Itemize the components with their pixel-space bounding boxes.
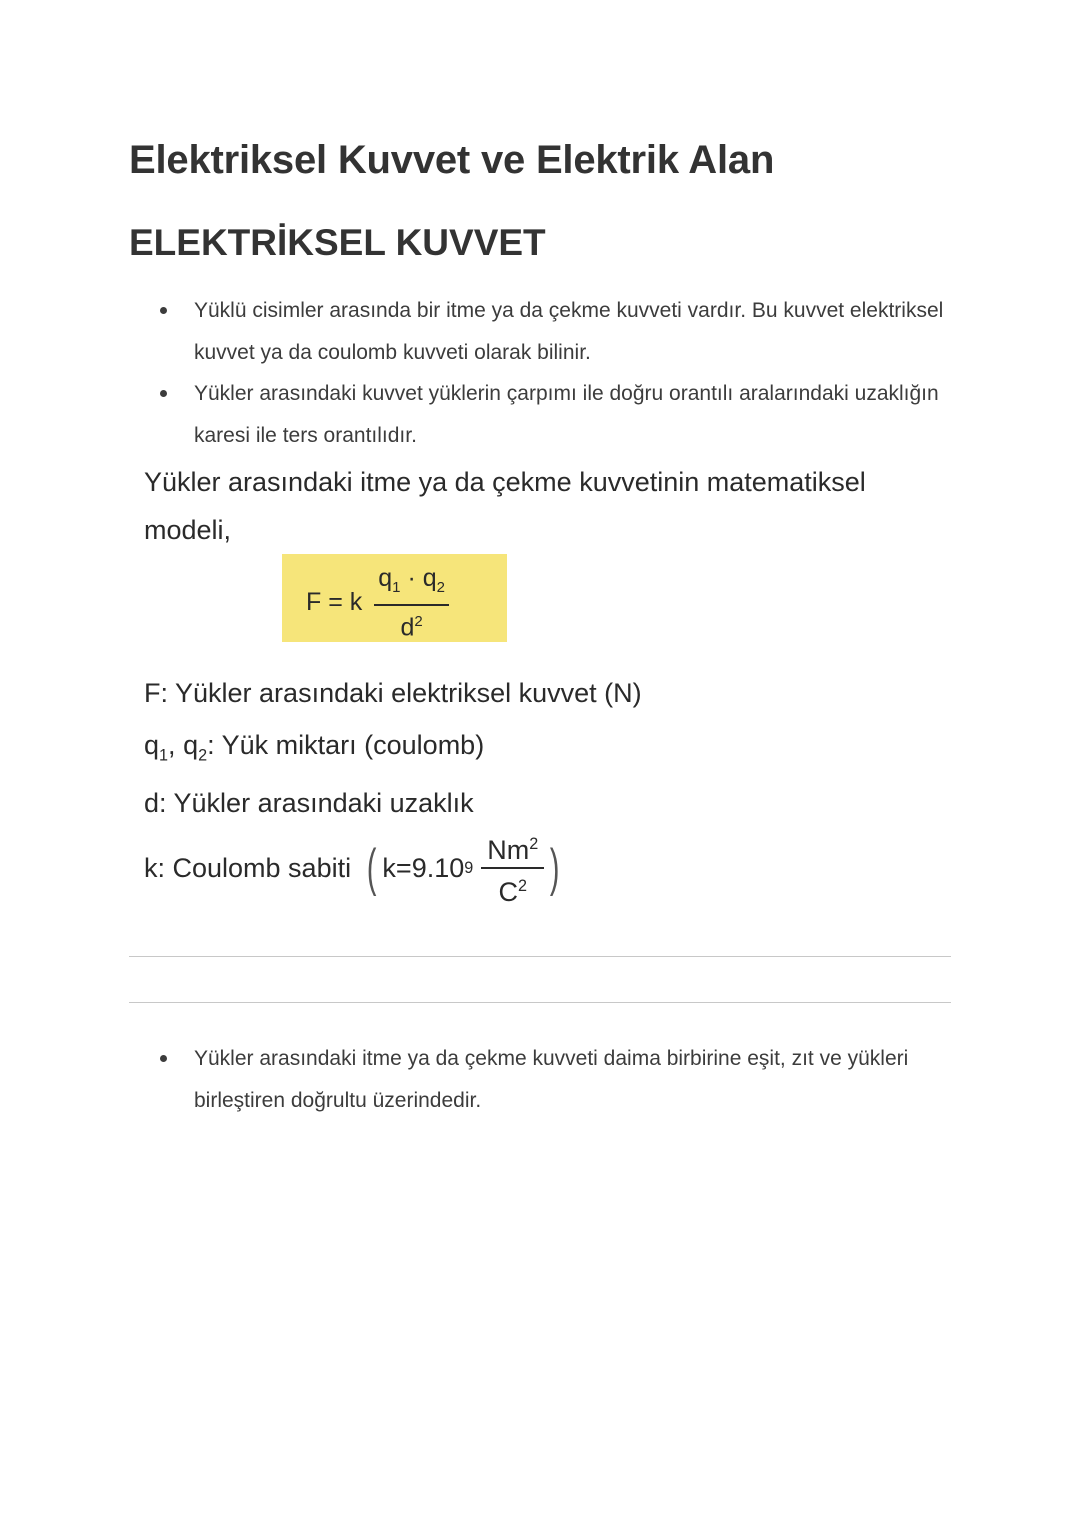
definition-f: F: Yükler arasındaki elektriksel kuvvet (N)	[144, 678, 642, 708]
list-item	[0, 290, 954, 373]
list-item-text: Yükler arasındaki kuvvet yüklerin çarpımı ile doğru orantılı aralarındaki uzaklığın karesi ile ters orantılıdır.	[194, 382, 939, 447]
coulomb-constant: ( k=9.10 9 $\frac{Nm^2}{C^2}$ )	[361, 827, 566, 909]
definition-k	[144, 828, 566, 908]
unit-fraction: $\frac{Nm^2}{C^2}$	[481, 827, 544, 909]
bullet-list-bottom	[0, 1038, 1080, 1121]
list-item-text: Yükler arasındaki itme ya da çekme kuvveti daima birbirine eşit, zıt ve yükleri birleştiren doğrultu üzerindedir.	[194, 1047, 909, 1112]
formula-numerator: $q_1 \cdot q_2$	[374, 562, 449, 606]
formula-fraction	[374, 562, 449, 643]
definition-k-label: k: Coulomb sabiti	[144, 852, 352, 883]
bullet-icon	[160, 390, 167, 397]
horizontal-rule	[129, 956, 951, 957]
list-item	[0, 1038, 964, 1121]
definition-q: $q_1$, $q_2$: Yük miktarı (coulomb)	[144, 730, 485, 765]
section-heading: ELEKTRİKSEL KUVVET	[129, 222, 546, 263]
bullet-icon	[160, 1055, 167, 1062]
formula-highlight-box	[282, 554, 507, 642]
formula-intro: Yükler arasındaki itme ya da çekme kuvvetinin matematiksel modeli,	[144, 467, 866, 545]
page-title: Elektriksel Kuvvet ve Elektrik Alan	[129, 138, 775, 182]
bullet-list-top	[0, 290, 1080, 456]
list-item	[0, 373, 954, 456]
coulomb-formula	[306, 562, 449, 643]
bullet-icon	[160, 307, 167, 314]
list-item-text: Yüklü cisimler arasında bir itme ya da çekme kuvveti vardır. Bu kuvvet elektriksel kuvvet ya da coulomb kuvveti olarak bilinir.	[194, 299, 944, 364]
definition-d: d: Yükler arasındaki uzaklık	[144, 788, 474, 818]
formula-lhs: F = k	[306, 588, 363, 617]
embedded-formula-image	[144, 458, 954, 918]
horizontal-rule	[129, 1002, 951, 1003]
formula-denominator: $d^2$	[400, 613, 423, 642]
